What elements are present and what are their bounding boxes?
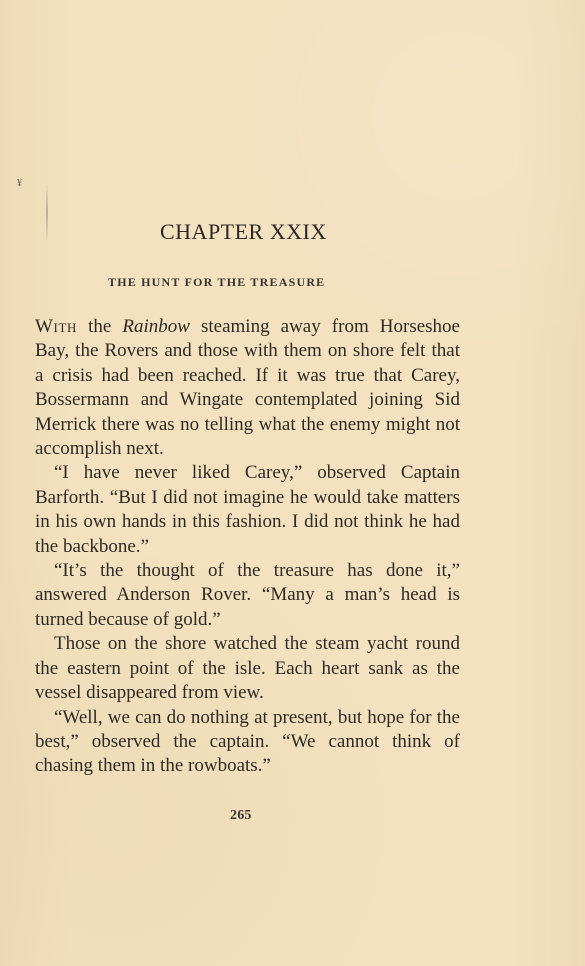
chapter-subtitle: THE HUNT FOR THE TREASURE — [108, 275, 326, 289]
paragraph-3: “It’s the thought of the treasure has done it,” answered Anderson Rover. “Many a man’s head is turned because of gold.” — [35, 560, 460, 630]
left-margin-mark — [46, 185, 48, 240]
paragraph-5: “Well, we can do nothing at present, but hope for the best,” observed the captain. “We cannot think of chasing them in the rowboats.” — [35, 706, 460, 777]
paragraph-1-lead: With — [35, 316, 77, 337]
ship-name: Rainbow — [122, 316, 190, 337]
paragraph-2: “I have never liked Carey,” observed Captain Barforth. “But I did not imagine he would take matters in his own hands in this fashion. I did not think he had the backbone.” — [35, 462, 460, 557]
page-number: 265 — [230, 808, 252, 823]
paragraph-4: Those on the shore watched the steam yacht round the eastern point of the isle. Each heart sank as the vessel disappeared from view. — [35, 633, 460, 704]
chapter-text — [35, 315, 460, 779]
paragraph-1 — [35, 315, 460, 461]
paragraph-1-before-italic: the — [77, 316, 123, 337]
chapter-title: CHAPTER XXIX — [160, 219, 327, 244]
paragraph-1-after-italic: steaming away from Horseshoe Bay, the Rovers and those with them on shore felt that a crisis had been reached. If it was true that Carey, Bossermann and Wingate contemplated joining Sid Merrick there was no telling what the enemy might not accomplish next. — [35, 316, 460, 460]
stray-mark: ¥ — [17, 178, 22, 189]
